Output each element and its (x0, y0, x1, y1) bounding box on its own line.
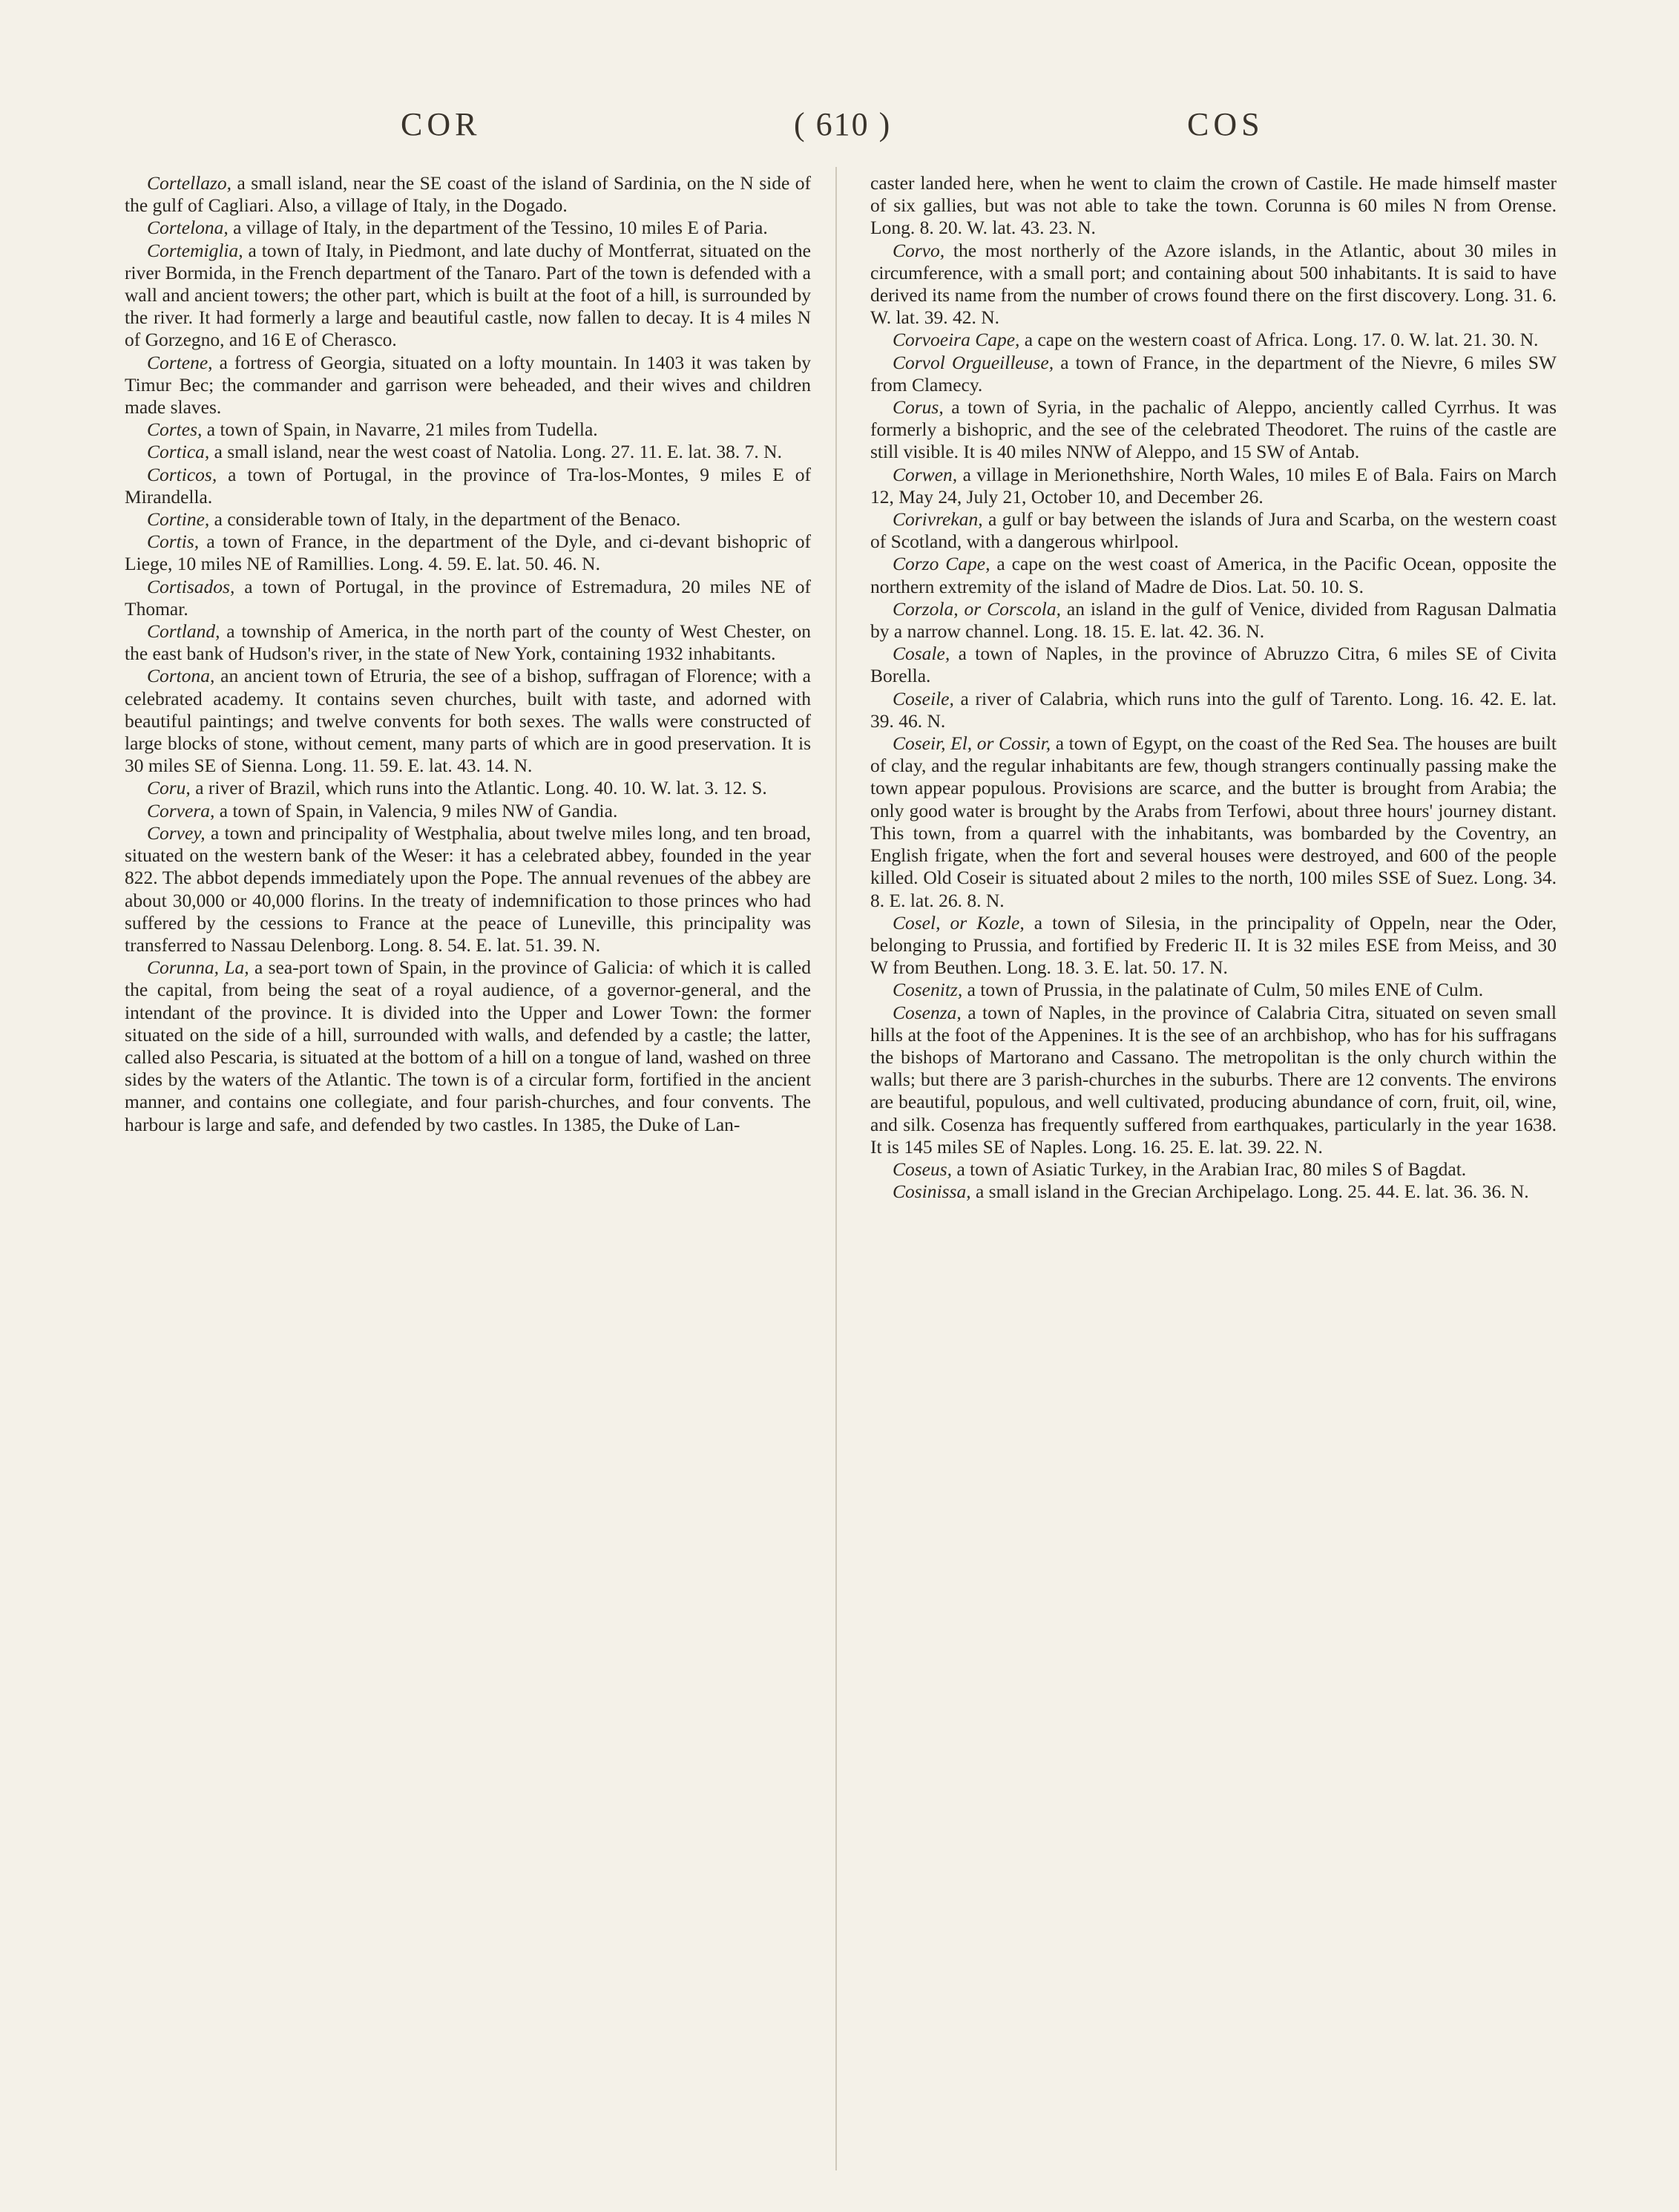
entry-text: a town of Prussia, in the palatinate of Culm, 50 miles ENE of Culm. (962, 979, 1484, 1001)
gazetteer-entry (870, 464, 1557, 508)
gazetteer-entry (125, 822, 811, 956)
gazetteer-entry (125, 956, 811, 1136)
entry-text: a town of Egypt, on the coast of the Red Sea. The houses are built of clay, and the regular inhabitants are few, though strangers continually passing make the town appear populous. Provisions are scarce, and the butter is brought from Arabia; the only good water is brought by the Arabs from Terfowi, about three hours' journey distant. This town, from a quarrel with the inhabitants, was bombarded by the Coventry, an English frigate, when the fort and several houses were destroyed, and 600 of the people killed. Old Coseir is situated about 2 miles to the north, 100 miles SSE of Suez. Long. 34. 8. E. lat. 26. 8. N. (870, 732, 1557, 911)
gazetteer-entry (870, 396, 1557, 464)
entry-headword: Corzola, or Corscola, (893, 597, 1061, 620)
entry-text: a township of America, in the north part of the county of West Chester, on the east bank of Hudson's river, in the state of New York, containing 1932 inhabitants. (125, 620, 811, 665)
entry-text: an ancient town of Etruria, the see of a bishop, suffragan of Florence; with a celebrated academy. It contains seven churches, built with taste, and adorned with beautiful paintings; and twelve convents for both sexes. The walls were constructed of large blocks of stone, without cement, many parts of which are in good preservation. It is 30 miles SE of Sienna. Long. 11. 59. E. lat. 43. 14. N. (125, 665, 811, 777)
gazetteer-entry (125, 665, 811, 777)
gazetteer-entry (870, 1181, 1557, 1203)
gazetteer-entry (870, 1002, 1557, 1158)
entry-text: a town of France, in the department of the Dyle, and ci-devant bishopric of Liege, 10 miles NE of Ramillies. Long. 4. 59. E. lat. 50. 46. N. (125, 531, 811, 575)
entry-text: a small island, near the SE coast of the island of Sardinia, on the N side of the gulf of Cagliari. Also, a village of Italy, in the Dogado. (125, 172, 811, 217)
entry-headword: Coseus, (893, 1158, 953, 1180)
entry-headword: Corzo Cape, (893, 553, 990, 575)
entry-headword: Cortelona, (147, 217, 229, 239)
gazetteer-entry (125, 464, 811, 508)
entry-headword: Cosenza, (893, 1001, 962, 1023)
entry-text: a river of Brazil, which runs into the Atlantic. Long. 40. 10. W. lat. 3. 12. S. (190, 777, 767, 799)
entry-text: a town of Spain, in Valencia, 9 miles NW of Gandia. (214, 799, 618, 821)
gazetteer-entry (870, 329, 1557, 351)
entry-headword: Cosel, or Kozle, (893, 911, 1025, 933)
page-number: ( 610 ) (794, 106, 892, 142)
entry-headword: Corvey, (147, 821, 206, 844)
entry-headword: Corticos, (147, 463, 217, 485)
text-columns (125, 172, 1557, 2176)
entry-headword: Cortica, (147, 441, 210, 463)
entry-text: a town of Portugal, in the province of Tra-los-Montes, 9 miles E of Mirandella. (125, 463, 811, 508)
entry-text: a village in Merionethshire, North Wales, 10 miles E of Bala. Fairs on March 12, May 24, July 21, October 10, and December 26. (870, 463, 1557, 508)
gazetteer-entry (125, 172, 811, 217)
entry-text: a gulf or bay between the islands of Jura and Scarba, on the western coast of Scotland, with a dangerous whirlpool. (870, 508, 1557, 553)
entry-text: an island in the gulf of Venice, divided from Ragusan Dalmatia by a narrow channel. Long. 18. 15. E. lat. 42. 36. N. (870, 597, 1557, 643)
gazetteer-entry (870, 598, 1557, 643)
entry-text: a town of Naples, in the province of Calabria Citra, situated on seven small hills at the foot of the Appenines. It is the see of an archbishop, who has for his suffragans the bishops of Martorano and Cassano. The metropolitan is the only church within the walls; but there are 3 parish-churches in the suburbs. There are 12 convents. The environs are beautiful, populous, and well cultivated, producing abundance of corn, fruit, oil, wine, and silk. Cosenza has frequently suffered from earthquakes, particularly in the year 1638. It is 145 miles SE of Naples. Long. 16. 25. E. lat. 39. 22. N. (870, 1001, 1557, 1158)
entry-text: a considerable town of Italy, in the department of the Benaco. (209, 508, 681, 531)
gazetteer-entry (125, 441, 811, 463)
entry-headword: Cosenitz, (893, 979, 963, 1001)
gazetteer-entry (870, 553, 1557, 597)
gazetteer-entry (870, 1158, 1557, 1181)
entry-text: a small island, near the west coast of Natolia. Long. 27. 11. E. lat. 38. 7. N. (209, 441, 782, 463)
gazetteer-entry (125, 800, 811, 822)
entry-headword: Corvoeira Cape, (893, 329, 1020, 351)
gazetteer-entry (870, 732, 1557, 912)
gazetteer-entry (125, 419, 811, 441)
entry-headword: Cortes, (147, 419, 203, 441)
gazetteer-entry (870, 508, 1557, 553)
right-column (870, 172, 1557, 2176)
entry-text: a cape on the western coast of Africa. Long. 17. 0. W. lat. 21. 30. N. (1019, 329, 1539, 351)
entry-text: a town and principality of Westphalia, about twelve miles long, and ten broad, situated on the western bank of the Weser: it has a celebrated abbey, founded in the year 822. The abbot depends immediately upon the Pope. The annual revenues of the abbey are about 30,000 or 40,000 florins. In the treaty of indemnification to those princes who had suffered by the cessions to France at the peace of Luneville, this principality was transferred to Nassau Delenborg. Long. 8. 54. E. lat. 51. 39. N. (125, 821, 811, 956)
gazetteer-entry (870, 912, 1557, 979)
entry-headword: Cortisados, (147, 575, 235, 597)
entry-headword: Corvo, (893, 239, 945, 261)
entry-headword: Coru, (147, 777, 191, 799)
entry-headword: Corwen, (893, 463, 958, 485)
gazetteer-entry (125, 576, 811, 620)
gazetteer-entry (125, 777, 811, 799)
entry-text: a fortress of Georgia, situated on a lofty mountain. In 1403 it was taken by Timur Bec; the commander and garrison were beheaded, and their wives and children made slaves. (125, 351, 811, 419)
entry-text: a town of Silesia, in the principality of Oppeln, near the Oder, belonging to Prussia, and fortified by Frederic II. It is 32 miles ESE from Meiss, and 30 W from Beuthen. Long. 18. 3. E. lat. 50. 17. N. (870, 911, 1557, 979)
entry-headword: Cortis, (147, 531, 200, 553)
entry-text: caster landed here, when he went to claim the crown of Castile. He made himself master of six gallies, but was not able to take the town. Corunna is 60 miles N from Orense. Long. 8. 20. W. lat. 43. 23. N. (870, 172, 1557, 239)
entry-headword: Corunna, La, (147, 956, 249, 979)
entry-text: a town of Syria, in the pachalic of Aleppo, anciently called Cyrrhus. It was formerly a bishopric, and the see of the celebrated Theodoret. The ruins of the castle are still visible. It is 40 miles NNW of Aleppo, and 15 SW of Antab. (870, 396, 1557, 463)
gazetteer-entry (870, 240, 1557, 329)
left-column (125, 172, 811, 2176)
entry-headword: Corvol Orgueilleuse, (893, 351, 1054, 373)
gazetteer-entry (125, 620, 811, 665)
gazetteer-entry (125, 217, 811, 239)
entry-text: a town of Italy, in Piedmont, and late duchy of Montferrat, situated on the river Bormida, in the French department of the Tanaro. Part of the town is defended with a wall and ancient towers; the other part, which is built at the foot of a hill, is surrounded by the river. It had formerly a large and beautiful castle, now fallen to decay. It is 4 miles N of Gorzegno, and 16 E of Cherasco. (125, 239, 811, 351)
gazetteer-entry (870, 688, 1557, 732)
gazetteer-entry (125, 508, 811, 531)
entry-text: a town of Asiatic Turkey, in the Arabian Irac, 80 miles S of Bagdat. (952, 1158, 1467, 1180)
entry-text: a town of Naples, in the province of Abruzzo Citra, 6 miles SE of Civita Borella. (870, 643, 1557, 687)
entry-headword: Cortellazo, (147, 172, 232, 194)
entry-headword: Cosale, (893, 643, 950, 665)
running-header (89, 105, 1590, 150)
entry-text: a river of Calabria, which runs into the gulf of Tarento. Long. 16. 42. E. lat. 39. 46. N. (870, 687, 1557, 732)
entry-headword: Cortine, (147, 508, 210, 531)
entry-text: a town of Portugal, in the province of Estremadura, 20 miles NE of Thomar. (125, 575, 811, 620)
gazetteer-entry (125, 352, 811, 419)
gazetteer-entry (870, 643, 1557, 687)
entry-headword: Cortemiglia, (147, 239, 243, 261)
gazetteer-entry (870, 352, 1557, 396)
entry-text: a town of Spain, in Navarre, 21 miles from Tudella. (202, 419, 598, 441)
entry-text: a cape on the west coast of America, in the Pacific Ocean, opposite the northern extremity of the island of Madre de Dios. Lat. 50. 10. S. (870, 553, 1557, 597)
header-left: COR (401, 106, 482, 142)
entry-headword: Corivrekan, (893, 508, 983, 531)
entry-headword: Cortland, (147, 620, 220, 643)
entry-headword: Cosinissa, (893, 1181, 971, 1203)
entry-headword: Corvera, (147, 799, 215, 821)
entry-headword: Cortona, (147, 665, 215, 687)
entry-headword: Cortene, (147, 351, 213, 373)
entry-text: a sea-port town of Spain, in the province of Galicia: of which it is called the capital, from being the seat of a royal audience, of a governor-general, and the intendant of the province. It is divided into the Upper and Lower Town: the former situated on the side of a hill, surrounded with walls, and defended by a castle; the latter, called also Pescaria, is situated at the bottom of a hill on a tongue of land, washed on three sides by the waters of the Atlantic. The town is of a circular form, fortified in the ancient manner, and contains one collegiate, and four parish-churches, and four convents. The harbour is large and safe, and defended by two castles. In 1385, the Duke of Lan- (125, 956, 811, 1135)
gazetteer-entry (870, 979, 1557, 1001)
entry-headword: Corus, (893, 396, 944, 419)
header-right: COS (1187, 106, 1264, 142)
entry-text: the most northerly of the Azore islands, in the Atlantic, about 30 miles in circumference, with a small port; and containing about 500 inhabitants. It is said to have derived its name from the number of crows found there on the first discovery. Long. 31. 6. W. lat. 39. 42. N. (870, 239, 1557, 329)
gazetteer-entry (870, 172, 1557, 240)
entry-text: a village of Italy, in the department of the Tessino, 10 miles E of Paria. (228, 217, 768, 239)
entry-text: a town of France, in the department of the Nievre, 6 miles SW from Clamecy. (870, 351, 1557, 396)
gazetteer-entry (125, 240, 811, 352)
entry-headword: Coseile, (893, 687, 954, 709)
entry-text: a small island in the Grecian Archipelago. Long. 25. 44. E. lat. 36. 36. N. (970, 1181, 1529, 1203)
gazetteer-entry (125, 531, 811, 575)
entry-headword: Coseir, El, or Cossir, (893, 732, 1051, 755)
